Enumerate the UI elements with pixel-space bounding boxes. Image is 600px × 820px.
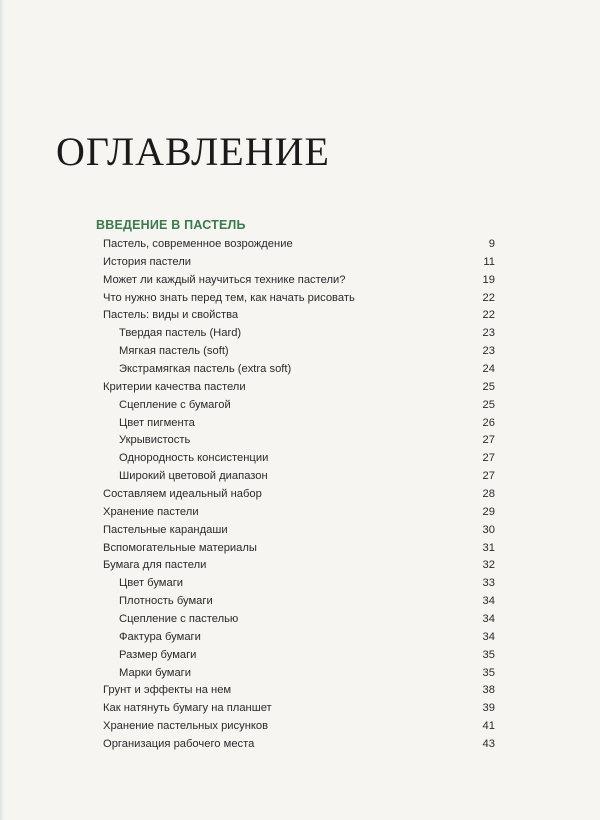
toc-entry-label: История пастели xyxy=(103,255,191,268)
toc-entry-label: Укрывистость xyxy=(119,434,191,447)
toc-entry xyxy=(103,610,495,628)
toc-entry xyxy=(103,628,495,646)
toc-entry xyxy=(103,414,495,432)
toc-entry xyxy=(103,735,495,753)
toc-entry xyxy=(103,378,495,396)
toc-entry-page: 24 xyxy=(482,362,495,375)
toc-entry-label: Что нужно знать перед тем, как начать рисовать xyxy=(103,291,355,304)
toc-entry-page: 34 xyxy=(482,612,495,625)
toc-entry-page: 32 xyxy=(482,559,495,572)
toc-entry-page: 27 xyxy=(482,452,495,465)
toc-entry-label: Может ли каждый научиться технике пастели? xyxy=(103,273,346,286)
toc-entry xyxy=(103,289,495,307)
toc-entry-page: 41 xyxy=(482,720,495,733)
toc-entry-label: Размер бумаги xyxy=(119,648,197,661)
toc-entry-page: 28 xyxy=(482,487,495,500)
toc-entry-label: Плотность бумаги xyxy=(119,595,213,608)
toc-entry-page: 33 xyxy=(482,577,495,590)
toc-entry-page: 43 xyxy=(482,737,495,750)
toc-entry-page: 23 xyxy=(482,327,495,340)
toc-entry-page: 29 xyxy=(482,505,495,518)
toc-entry-page: 30 xyxy=(482,523,495,536)
toc-entry-label: Пастельные карандаши xyxy=(103,523,228,536)
toc-entry-page: 31 xyxy=(482,541,495,554)
toc-entry xyxy=(103,681,495,699)
toc-entry-page: 34 xyxy=(482,630,495,643)
toc-entry-page: 22 xyxy=(482,291,495,304)
toc-entry-page: 26 xyxy=(482,416,495,429)
toc-entry xyxy=(103,342,495,360)
toc-entry xyxy=(103,324,495,342)
toc-entry xyxy=(103,467,495,485)
toc-entry-label: Пастель: виды и свойства xyxy=(103,309,239,322)
toc-entry-label: Составляем идеальный набор xyxy=(103,487,262,500)
toc-entry-label: Широкий цветовой диапазон xyxy=(119,470,268,483)
toc-entry xyxy=(103,253,495,271)
toc-entry xyxy=(103,235,495,253)
toc-entry-label: Сцепление с пастелью xyxy=(119,612,239,625)
toc-entry xyxy=(103,503,495,521)
toc-entry xyxy=(103,664,495,682)
toc-entry-label: Хранение пастельных рисунков xyxy=(103,720,269,733)
toc-entry-label: Марки бумаги xyxy=(119,666,192,679)
toc-entry xyxy=(103,699,495,717)
toc-entry-page: 19 xyxy=(482,273,495,286)
toc-entry xyxy=(103,271,495,289)
toc-entry xyxy=(103,521,495,539)
toc-entry xyxy=(103,431,495,449)
page-title: ОГЛАВЛЕНИЕ xyxy=(56,129,330,174)
toc-entry-label: Хранение пастели xyxy=(103,505,199,518)
toc-entry-page: 27 xyxy=(482,470,495,483)
toc-entry-label: Сцепление с бумагой xyxy=(119,398,231,411)
toc-entry-label: Цвет бумаги xyxy=(119,577,184,590)
toc-entry xyxy=(103,646,495,664)
toc-entry xyxy=(103,449,495,467)
toc-entry-page: 39 xyxy=(482,702,495,715)
toc-entry-label: Пастель, современное возрождение xyxy=(103,237,293,250)
toc-entry xyxy=(103,592,495,610)
toc-entry-label: Однородность консистенции xyxy=(119,452,269,465)
page-edge xyxy=(0,0,4,820)
toc-entry-page: 22 xyxy=(482,309,495,322)
toc-entry-label: Фактура бумаги xyxy=(119,630,201,643)
toc-entry xyxy=(103,574,495,592)
toc-entry xyxy=(103,306,495,324)
toc-entry-page: 9 xyxy=(488,237,495,250)
toc-entry-label: Экстрамягкая пастель (extra soft) xyxy=(119,362,292,375)
toc-entry xyxy=(103,396,495,414)
table-of-contents xyxy=(103,235,495,753)
section-heading: ВВЕДЕНИЕ В ПАСТЕЛЬ xyxy=(96,218,246,232)
toc-entry xyxy=(103,539,495,557)
toc-entry-page: 23 xyxy=(482,345,495,358)
toc-entry-page: 34 xyxy=(482,595,495,608)
toc-entry-label: Как натянуть бумагу на планшет xyxy=(103,702,272,715)
toc-entry-page: 25 xyxy=(482,380,495,393)
toc-entry-label: Бумага для пастели xyxy=(103,559,207,572)
toc-entry-page: 25 xyxy=(482,398,495,411)
toc-entry xyxy=(103,556,495,574)
toc-entry-label: Твердая пастель (Hard) xyxy=(119,327,242,340)
toc-entry-page: 38 xyxy=(482,684,495,697)
toc-entry-label: Критерии качества пастели xyxy=(103,380,246,393)
toc-entry-label: Мягкая пастель (soft) xyxy=(119,345,229,358)
toc-entry xyxy=(103,360,495,378)
toc-entry-page: 27 xyxy=(482,434,495,447)
toc-entry xyxy=(103,717,495,735)
toc-entry-page: 35 xyxy=(482,666,495,679)
toc-entry xyxy=(103,485,495,503)
toc-entry-page: 11 xyxy=(483,255,495,268)
toc-entry-label: Грунт и эффекты на нем xyxy=(103,684,232,697)
toc-entry-label: Вспомогательные материалы xyxy=(103,541,257,554)
toc-entry-label: Организация рабочего места xyxy=(103,737,255,750)
toc-entry-label: Цвет пигмента xyxy=(119,416,195,429)
toc-entry-page: 35 xyxy=(482,648,495,661)
